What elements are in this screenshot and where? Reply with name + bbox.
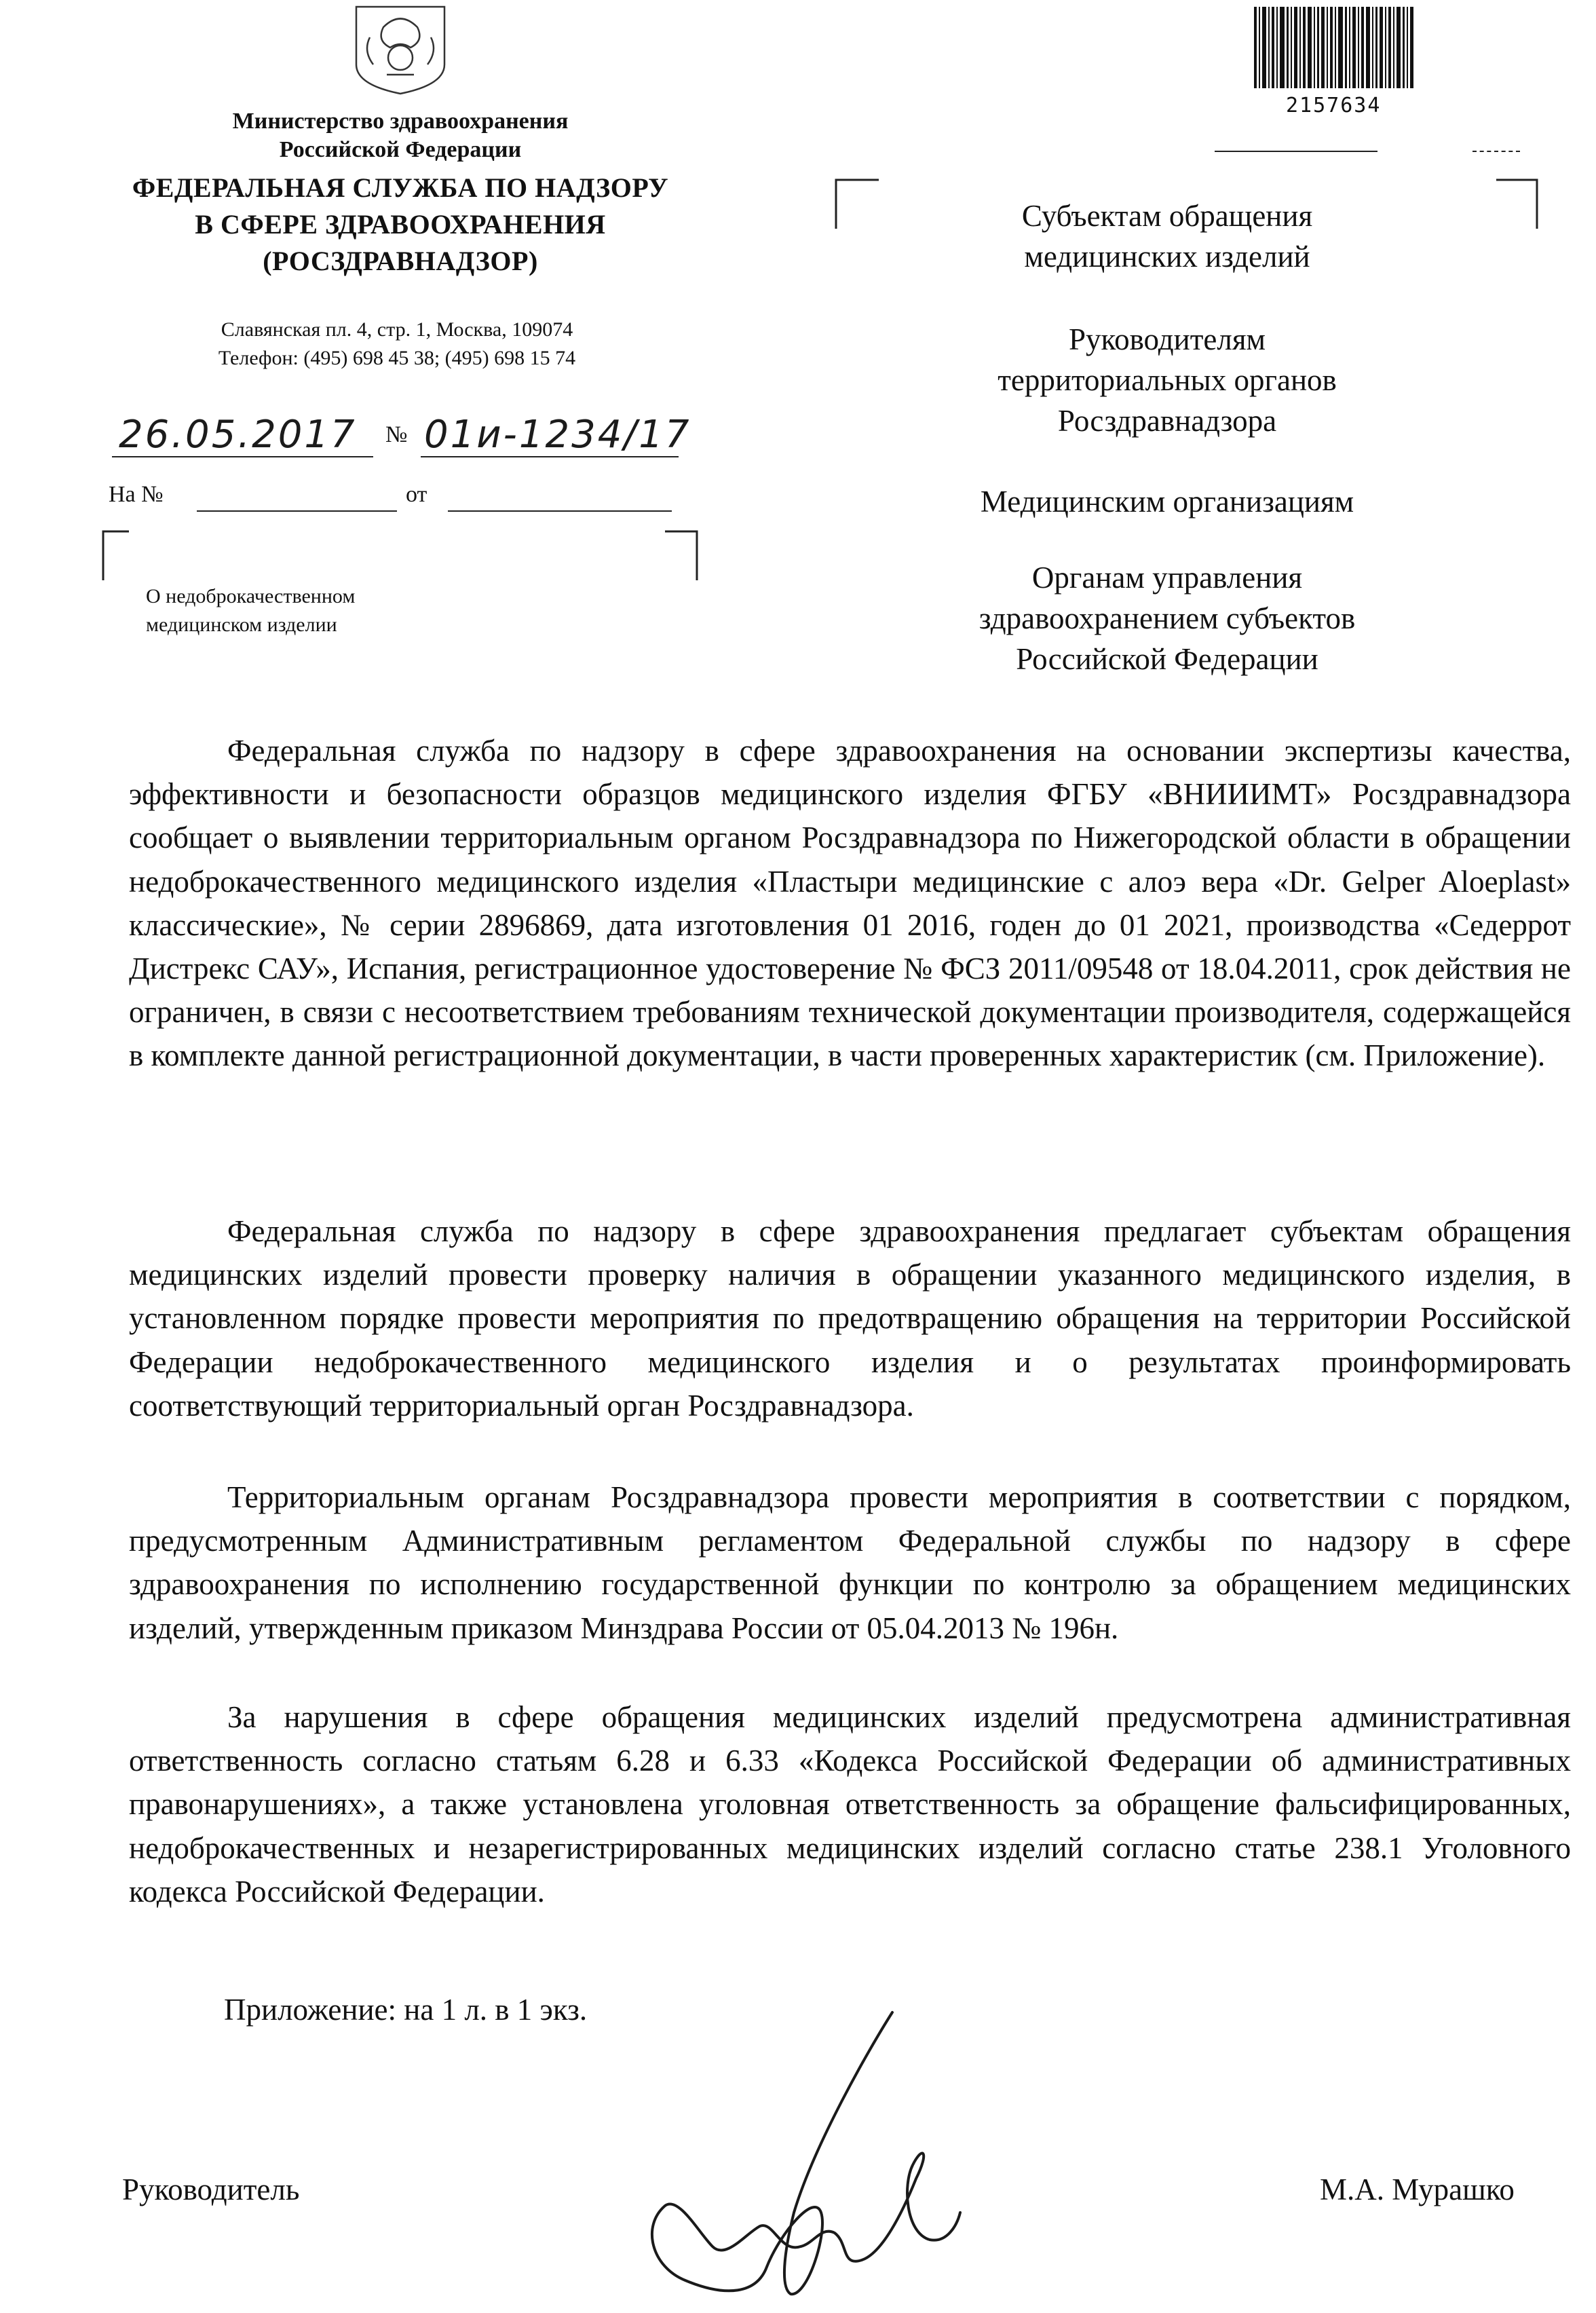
barcode — [1254, 7, 1417, 92]
agency-name — [75, 170, 726, 280]
addressee-line: Руководителям — [1069, 322, 1266, 356]
number-underline — [421, 456, 679, 457]
registration-number: 01и-1234/17 — [424, 413, 691, 457]
addressee-line: Росздравнадзора — [1057, 404, 1277, 438]
body-paragraph: Федеральная служба по надзору в сфере здравоохранения предлагает субъектам обращения медицинских изделий провести проверку наличия в обращении указанного медицинского изделия, в установленном порядке провести мероприятия по предотвращению обращения на территории Российской Федерации недоброкачественного медицинского изделия и о результатах проинформировать соответствующий территориальный орган Росздравнадзора. — [129, 1214, 1571, 1423]
ministry-line: Министерство здравоохранения — [232, 109, 569, 134]
subject-line: О недоброкачественном — [146, 585, 356, 607]
coat-of-arms-icon — [343, 0, 458, 95]
registration-date: 26.05.2017 — [119, 413, 357, 457]
subject-line: медицинском изделии — [146, 614, 337, 636]
barcode-underline — [1215, 151, 1378, 152]
barcode-underline-dashed — [1472, 151, 1520, 152]
body-paragraph: Федеральная служба по надзору в сфере здравоохранения на основании экспертизы качества, эффективности и безопасности образцов медицинского изделия ФГБУ «ВНИИИМТ» Росздравнадзора сообщает о выявлении территориальным органом Росздравнадзора по Нижегородской области в обращении недоброкачественного медицинского изделия «Пластыри медицинские с алоэ вера «Dr. Gelper Aloeplast» классические», № серии 2896869, дата изготовления 01 2016, годен до 01 2021, производства «Седеррот Дистрекс САУ», Испания, регистрационное удостоверение № ФСЗ 2011/09548 от 18.04.2011, срок действия не ограничен, в связи с несоответствием требованиям технической документации производителя, содержащейся в комплекте данной регистрационной документации, в части проверенных характеристик (см. Приложение). — [129, 734, 1571, 1073]
body-paragraph: За нарушения в сфере обращения медицинских изделий предусмотрена административная ответственность согласно статьям 6.28 и 6.33 «Кодекса Российской Федерации об административных правонарушениях», а также установлена уголовная ответственность за обращение фальсифицированных, недоброкачественных и незарегистрированных медицинских изделий согласно статье 238.1 Уголовного кодекса Российской Федерации. — [129, 1700, 1571, 1908]
body-paragraph: Территориальным органам Росздравнадзора провести мероприятия в соответствии с порядком, предусмотренным Административным регламентом Федеральной службы по надзору в сфере здравоохранения по исполнению государственной функции по контролю за обращением медицинских изделий, утвержденным приказом Минздрава России от 05.04.2013 № 196н. — [129, 1480, 1571, 1645]
addressee-line: Российской Федерации — [1016, 642, 1318, 676]
agency-line: (РОСЗДРАВНАДЗОР) — [263, 246, 538, 276]
agency-line: В СФЕРЕ ЗДРАВООХРАНЕНИЯ — [195, 209, 606, 240]
ministry-name — [142, 107, 658, 164]
addressee-line: Медицинским организациям — [980, 485, 1354, 519]
address-line: Славянская пл. 4, стр. 1, Москва, 109074 — [221, 318, 573, 341]
addressee-block — [862, 195, 1472, 277]
addressee-block — [862, 319, 1472, 441]
subject-corner-marks — [102, 529, 699, 584]
signature — [645, 2009, 964, 2301]
addressee-line: медицинских изделий — [1024, 240, 1310, 274]
addressee-block — [862, 481, 1472, 522]
addressee-line: территориальных органов — [998, 363, 1337, 397]
number-label: № — [385, 422, 408, 447]
signer-title: Руководитель — [122, 2173, 300, 2206]
addressee-line: Субъектам обращения — [1021, 199, 1313, 233]
from-underline — [448, 510, 672, 512]
addressee-line: здравоохранением субъектов — [978, 601, 1356, 635]
subject — [146, 582, 458, 639]
reply-to-label: На № — [109, 482, 164, 507]
date-underline — [112, 456, 373, 457]
addressee-block — [862, 557, 1472, 679]
addressee-line: Органам управления — [1031, 561, 1303, 595]
reply-to-underline — [197, 510, 397, 512]
agency-address — [109, 316, 685, 373]
signer-name: М.А. Мурашко — [1320, 2173, 1515, 2206]
barcode-number: 2157634 — [1286, 94, 1382, 117]
from-label: от — [406, 482, 428, 507]
address-line: Телефон: (495) 698 45 38; (495) 698 15 74 — [218, 347, 576, 369]
ministry-line: Российской Федерации — [279, 137, 522, 162]
appendix-note: Приложение: на 1 л. в 1 экз. — [224, 1993, 588, 2027]
agency-line: ФЕДЕРАЛЬНАЯ СЛУЖБА ПО НАДЗОРУ — [132, 172, 669, 203]
